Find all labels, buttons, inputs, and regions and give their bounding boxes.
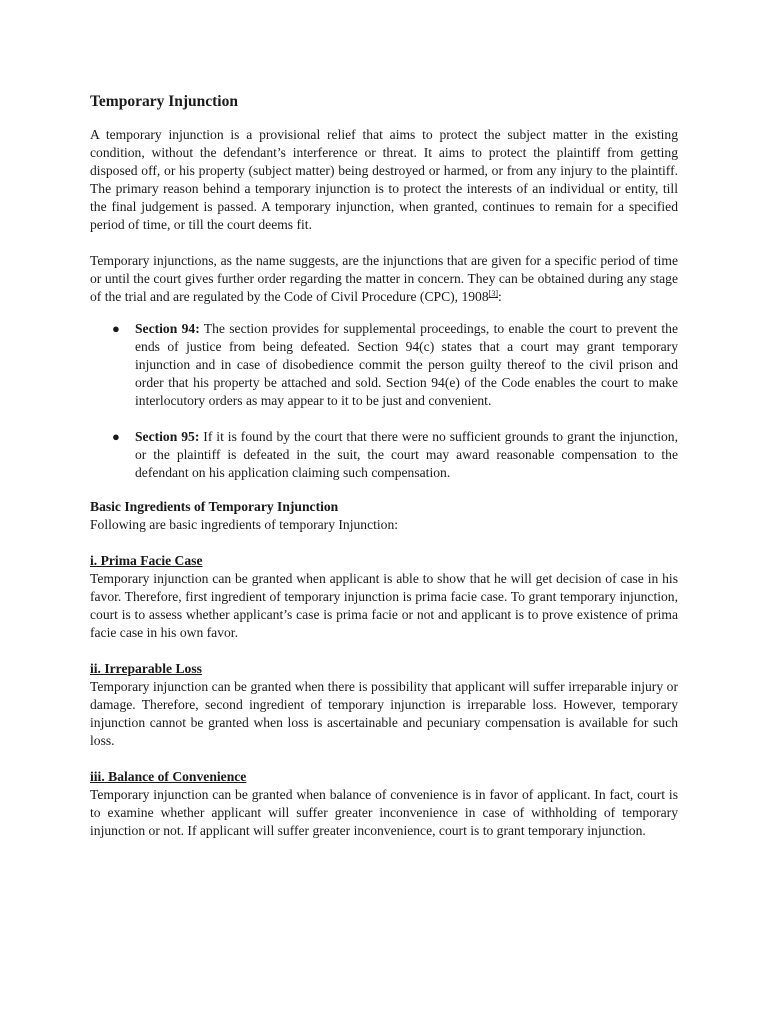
subsection-heading: ii. Irreparable Loss xyxy=(90,661,202,676)
cpc-paragraph xyxy=(90,252,678,306)
subsection-text: Temporary injunction can be granted when there is possibility that applicant will suffer irreparable injury or damage. Therefore, second ingredient of temporary injunction is irreparable loss. However, temporary injunction cannot be granted when loss is ascertainable and pecuniary compensation is available for such loss. xyxy=(90,679,678,748)
bullet-icon: ● xyxy=(112,429,120,444)
subsection-text: Temporary injunction can be granted when balance of convenience is in favor of applicant. In fact, court is to examine whether applicant will suffer greater inconvenience in case of withholding of temporary injunction or not. If applicant will suffer greater inconvenience, court is to grant temporary injunction. xyxy=(90,787,678,838)
footnote-reference-link[interactable]: [3] xyxy=(488,289,498,298)
cpc-paragraph-text: Temporary injunctions, as the name suggests, are the injunctions that are given for a specific period of time or until the court gives further order regarding the matter in concern. They can be obtained during any stage of the trial and are regulated by the Code of Civil Procedure (CPC), 1908 xyxy=(90,253,678,304)
cpc-paragraph-end: : xyxy=(497,289,502,304)
subsection-heading: i. Prima Facie Case xyxy=(90,553,203,568)
subsection-heading: iii. Balance of Convenience xyxy=(90,769,247,784)
page-title: Temporary Injunction xyxy=(90,93,238,110)
sections-list xyxy=(90,320,678,482)
list-item xyxy=(90,320,678,410)
bullet-icon: ● xyxy=(112,321,120,336)
document-page xyxy=(90,92,678,840)
section-text: If it is found by the court that there were no sufficient grounds to grant the injunction, or the plaintiff is defeated in the suit, the court may award reasonable compensation to the defendant on his application claiming such compensation. xyxy=(135,429,678,480)
section-text: The section provides for supplemental proceedings, to enable the court to prevent the ends of justice from being defeated. Section 94(c) states that a court may grant temporary injunction and in case of disobedience commit the person guilty thereof to the civil prison and order that his property be attached and sold. Section 94(e) of the Code enables the court to make interlocutory orders as may appear to it to be just and convenient. xyxy=(135,321,678,408)
section-label: Section 95: xyxy=(135,429,200,444)
ingredients-heading: Basic Ingredients of Temporary Injunction xyxy=(90,499,339,514)
intro-paragraph: A temporary injunction is a provisional relief that aims to protect the subject matter in the existing condition, without the defendant’s interference or threat. It aims to protect the plaintiff from getting disposed off, or his property (subject matter) being destroyed or harmed, or from any injury to the plaintiff. The primary reason behind a temporary injunction is to protect the interests of an individual or entity, till the final judgement is passed. A temporary injunction, when granted, continues to remain for a specified period of time, or till the court deems fit. xyxy=(90,127,678,232)
subsection-text: Temporary injunction can be granted when applicant is able to show that he will get decision of case in his favor. Therefore, first ingredient of temporary injunction is prima facie case. To grant temporary injunction, court is to assess whether applicant’s case is prima facie or not and applicant is to prove existence of prima facie case in his own favor. xyxy=(90,571,678,640)
list-item xyxy=(90,428,678,482)
ingredients-intro: Following are basic ingredients of temporary Injunction: xyxy=(90,517,399,532)
section-label: Section 94: xyxy=(135,321,200,336)
